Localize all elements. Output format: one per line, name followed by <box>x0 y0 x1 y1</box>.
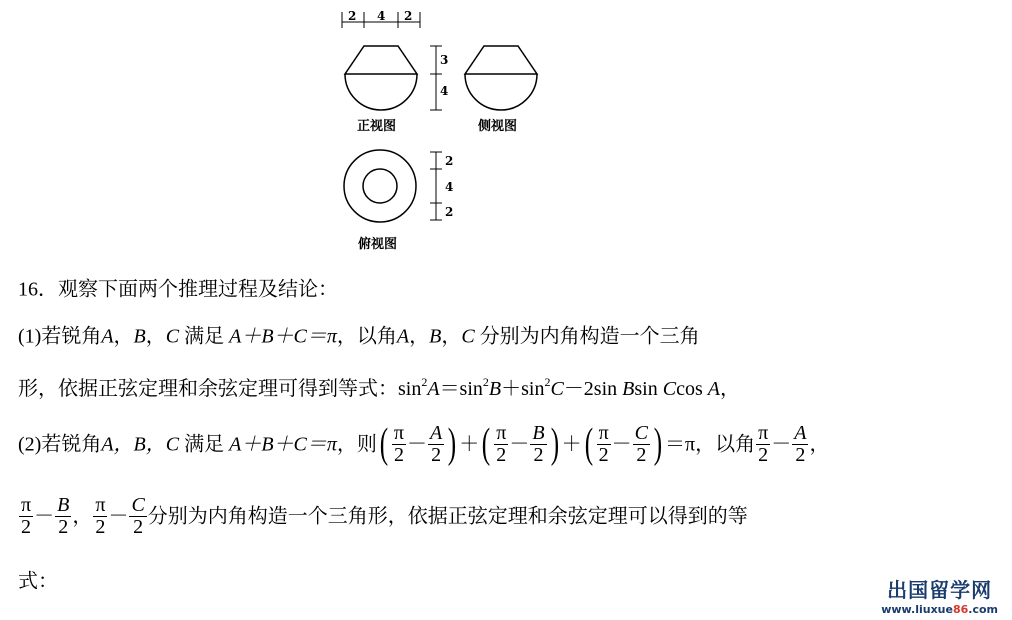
plus: ＋ <box>459 433 480 456</box>
num: π <box>496 421 507 444</box>
minus: －2sin <box>563 378 623 401</box>
text: 分别为内角构造一个三角形，依据正弦定理和余弦定理可以得到的等 <box>147 505 748 528</box>
front-view-label: 正视图 <box>357 119 397 134</box>
dim-top-view-1: 2 <box>445 154 454 168</box>
frac-a-2 <box>792 423 808 466</box>
superscript: 2 <box>482 375 489 389</box>
text: ，以角 <box>336 325 397 348</box>
question-title: 16．观察下面两个推理过程及结论： <box>18 278 338 301</box>
num: B <box>57 493 70 516</box>
sep: ， <box>113 325 134 348</box>
frac-pi-2 <box>597 423 611 466</box>
var-b: B <box>488 378 502 401</box>
top-view-label: 俯视图 <box>358 237 398 252</box>
frac-pi-2 <box>756 423 770 466</box>
frac-pi-2 <box>93 495 107 538</box>
superscript: 2 <box>544 375 551 389</box>
var-a: A <box>396 325 410 348</box>
text: (1)若锐角 <box>18 325 102 348</box>
paren-open: ( <box>584 421 593 468</box>
dim-top-view-2: 4 <box>445 180 454 194</box>
num: π <box>598 421 609 444</box>
plus: ＋ <box>561 433 582 456</box>
vars: A，B，C <box>101 433 180 456</box>
text: 式： <box>18 570 58 593</box>
plus: ＋sin <box>501 378 545 401</box>
minus: － <box>34 505 55 528</box>
text: (2)若锐角 <box>18 433 102 456</box>
url-highlight: 86 <box>952 603 969 616</box>
den: 2 <box>133 515 144 538</box>
side-view-label: 侧视图 <box>478 119 518 134</box>
den: 2 <box>636 443 647 466</box>
frac-c-2 <box>129 495 146 538</box>
watermark <box>881 574 998 616</box>
watermark-url <box>881 603 998 616</box>
sep: ， <box>72 505 93 528</box>
num: π <box>21 493 32 516</box>
num: A <box>794 421 807 444</box>
watermark-title: 出国留学网 <box>887 578 993 602</box>
question-line-5 <box>18 490 748 540</box>
paren-open: ( <box>379 421 389 468</box>
frac-pi-2 <box>392 423 406 466</box>
dim-front-4: 4 <box>440 84 449 98</box>
frac-a-2 <box>428 423 444 466</box>
num: π <box>95 493 106 516</box>
url-part: .com <box>968 603 998 616</box>
question-line-6 <box>18 560 58 600</box>
var-a: A <box>427 378 440 401</box>
cos: cos <box>676 378 708 401</box>
paren-open: ( <box>482 421 491 468</box>
minus: － <box>771 433 792 456</box>
text: 满足 <box>179 433 230 456</box>
sep: ， <box>719 378 740 401</box>
num: C <box>634 421 649 444</box>
frac-pi-2 <box>19 495 33 538</box>
text: ，则 <box>336 433 377 456</box>
num: A <box>430 421 443 444</box>
frac-pi-2 <box>494 423 508 466</box>
minus: － <box>611 433 632 456</box>
front-view <box>345 46 417 110</box>
three-view-diagram <box>330 6 550 256</box>
eq: ＝π <box>665 433 696 456</box>
minus: － <box>407 433 428 456</box>
side-view <box>465 46 537 110</box>
question-line-3 <box>18 362 740 402</box>
den: 2 <box>598 443 609 466</box>
frac-b-2 <box>55 495 71 538</box>
var-c: C <box>550 378 564 401</box>
den: 2 <box>21 515 32 538</box>
var-c: C <box>662 378 677 401</box>
num: π <box>758 421 769 444</box>
equation: A＋B＋C＝π <box>229 433 337 456</box>
url-part: www.liuxue <box>881 603 953 616</box>
den: 2 <box>95 515 106 538</box>
sep: ， <box>145 325 166 348</box>
frac-b-2 <box>530 423 546 466</box>
minus: － <box>108 505 129 528</box>
frac-c-2 <box>633 423 650 466</box>
top-view <box>344 150 416 222</box>
den: 2 <box>795 443 806 466</box>
den: 2 <box>431 443 442 466</box>
den: 2 <box>533 443 544 466</box>
var-c: C <box>165 325 180 348</box>
num: π <box>393 421 405 444</box>
sin: sin <box>634 378 663 401</box>
sep: ， <box>809 433 830 456</box>
var-a: A <box>707 378 720 401</box>
paren-close: ) <box>448 421 457 468</box>
den: 2 <box>758 443 769 466</box>
num: B <box>532 421 545 444</box>
text: 分别为内角构造一个三角 <box>474 325 700 348</box>
dim-top-left: 2 <box>348 9 357 23</box>
paren-close: ) <box>550 421 559 468</box>
paren-close: ) <box>653 421 663 468</box>
dim-top-view-3: 2 <box>445 205 454 219</box>
dim-top-right: 2 <box>404 9 413 23</box>
question-line-1 <box>18 268 338 308</box>
var-b: B <box>429 325 442 348</box>
sin: sin <box>398 378 422 401</box>
var-c: C <box>461 325 475 348</box>
superscript: 2 <box>421 375 428 389</box>
text: ，以角 <box>695 433 756 456</box>
text: 形，依据正弦定理和余弦定理可得到等式： <box>18 378 398 401</box>
three-view-figure <box>330 6 550 256</box>
dim-top-mid: 4 <box>377 9 386 23</box>
sep: ， <box>409 325 430 348</box>
den: 2 <box>393 443 404 466</box>
sep: ， <box>441 325 462 348</box>
question-line-2 <box>18 315 700 355</box>
den: 2 <box>58 515 69 538</box>
question-line-4 <box>18 418 829 468</box>
den: 2 <box>496 443 507 466</box>
var-b: B <box>622 378 635 401</box>
dim-front-3: 3 <box>440 53 449 67</box>
num: C <box>131 493 145 516</box>
var-a: A <box>101 325 114 348</box>
minus: － <box>509 433 530 456</box>
text: 满足 <box>179 325 230 348</box>
var-b: B <box>133 325 146 348</box>
equation: A＋B＋C＝π <box>229 325 337 348</box>
eq: ＝sin <box>439 378 483 401</box>
